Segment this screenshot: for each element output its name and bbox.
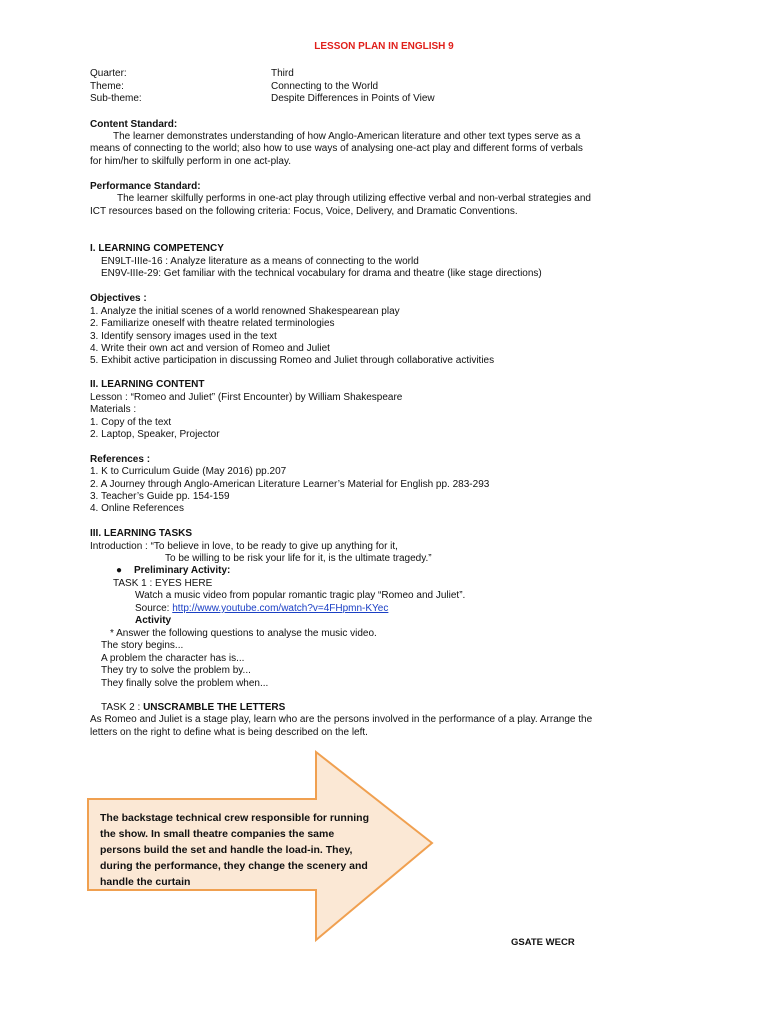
learning-tasks-heading: III. LEARNING TASKS — [90, 528, 193, 539]
introduction-line: Introduction : “To believe in love, to be ready to give up anything for it, — [90, 541, 398, 552]
source-link[interactable]: http://www.youtube.com/watch?v=4FHpmn-KYec — [172, 603, 389, 614]
content-standard-line: means of connecting to the world; also how to use ways of analysing one-act play and different forms of verbals — [90, 143, 583, 154]
competency-item: EN9V-IIIe-29: Get familiar with the technical vocabulary for drama and theatre (like stage directions) — [101, 268, 542, 279]
question-item: The story begins... — [101, 640, 184, 651]
reference-item: 3. Teacher’s Guide pp. 154-159 — [90, 491, 230, 502]
objectives-heading: Objectives : — [90, 293, 147, 304]
objective-item: 3. Identify sensory images used in the text — [90, 331, 277, 342]
competency-item: EN9LT-IIIe-16 : Analyze literature as a means of connecting to the world — [101, 256, 419, 267]
page-title: LESSON PLAN IN ENGLISH 9 — [314, 41, 454, 52]
callout-text: The backstage technical crew responsible for running the show. In small theatre companies the same persons build the set and handle the load-in. They, during the performance, they change the scenery and handle the curtain — [100, 812, 369, 888]
task2-name: UNSCRAMBLE THE LETTERS — [143, 702, 286, 713]
lesson-line: Lesson : “Romeo and Juliet” (First Encounter) by William Shakespeare — [90, 392, 403, 403]
task1-description: Watch a music video from popular romantic tragic play “Romeo and Juliet”. — [135, 590, 466, 601]
learning-competency-heading: I. LEARNING COMPETENCY — [90, 243, 224, 254]
performance-standard-line: ICT resources based on the following criteria: Focus, Voice, Delivery, and Dramatic Conventions. — [90, 206, 518, 217]
content-standard-heading: Content Standard: — [90, 119, 178, 130]
task2-instruction: As Romeo and Juliet is a stage play, learn who are the persons involved in the performance of a play. Arrange the — [90, 714, 593, 725]
subtheme-label: Sub-theme: — [90, 93, 142, 104]
objective-item: 2. Familiarize oneself with theatre related terminologies — [90, 318, 335, 329]
reference-item: 4. Online References — [90, 503, 184, 514]
objective-item: 4. Write their own act and version of Romeo and Juliet — [90, 343, 330, 354]
performance-standard-line: The learner skilfully performs in one-act play through utilizing effective verbal and non-verbal strategies and — [117, 193, 591, 204]
activity-instruction: * Answer the following questions to analyse the music video. — [110, 628, 377, 639]
question-item: They finally solve the problem when... — [101, 678, 269, 689]
theme-value: Connecting to the World — [271, 81, 379, 92]
activity-label: Activity — [135, 615, 172, 626]
quarter-value: Third — [271, 68, 294, 79]
introduction-line: To be willing to be risk your life for it, is the ultimate tragedy.” — [165, 553, 432, 564]
task2-prefix: TASK 2 : — [101, 702, 144, 713]
question-item: A problem the character has is... — [101, 653, 245, 664]
footer-label: GSATE WECR — [511, 937, 575, 948]
objective-item: 1. Analyze the initial scenes of a world renowned Shakespearean play — [90, 306, 400, 317]
references-heading: References : — [90, 454, 151, 465]
subtheme-value: Despite Differences in Points of View — [271, 93, 435, 104]
content-standard-line: for him/her to skilfully perform in one act-play. — [90, 156, 292, 167]
reference-item: 2. A Journey through Anglo-American Literature Learner’s Material for English pp. 283-293 — [90, 479, 490, 490]
materials-label: Materials : — [90, 404, 137, 415]
objective-item: 5. Exhibit active participation in discussing Romeo and Juliet through collaborative activities — [90, 355, 495, 366]
quarter-label: Quarter: — [90, 68, 127, 79]
theme-label: Theme: — [90, 81, 124, 92]
content-standard-line: The learner demonstrates understanding of how Anglo-American literature and other text types serve as a — [113, 131, 581, 142]
question-item: They try to solve the problem by... — [101, 665, 251, 676]
learning-content-heading: II. LEARNING CONTENT — [90, 379, 205, 390]
task2-instruction: letters on the right to define what is being described on the left. — [90, 727, 368, 738]
task1-title: TASK 1 : EYES HERE — [113, 578, 213, 589]
bullet-icon: ● — [116, 565, 123, 576]
performance-standard-heading: Performance Standard: — [90, 181, 201, 192]
preliminary-activity-label: Preliminary Activity: — [134, 565, 231, 576]
material-item: 2. Laptop, Speaker, Projector — [90, 429, 220, 440]
material-item: 1. Copy of the text — [90, 417, 172, 428]
source-label: Source: — [135, 603, 173, 614]
reference-item: 1. K to Curriculum Guide (May 2016) pp.207 — [90, 466, 287, 477]
